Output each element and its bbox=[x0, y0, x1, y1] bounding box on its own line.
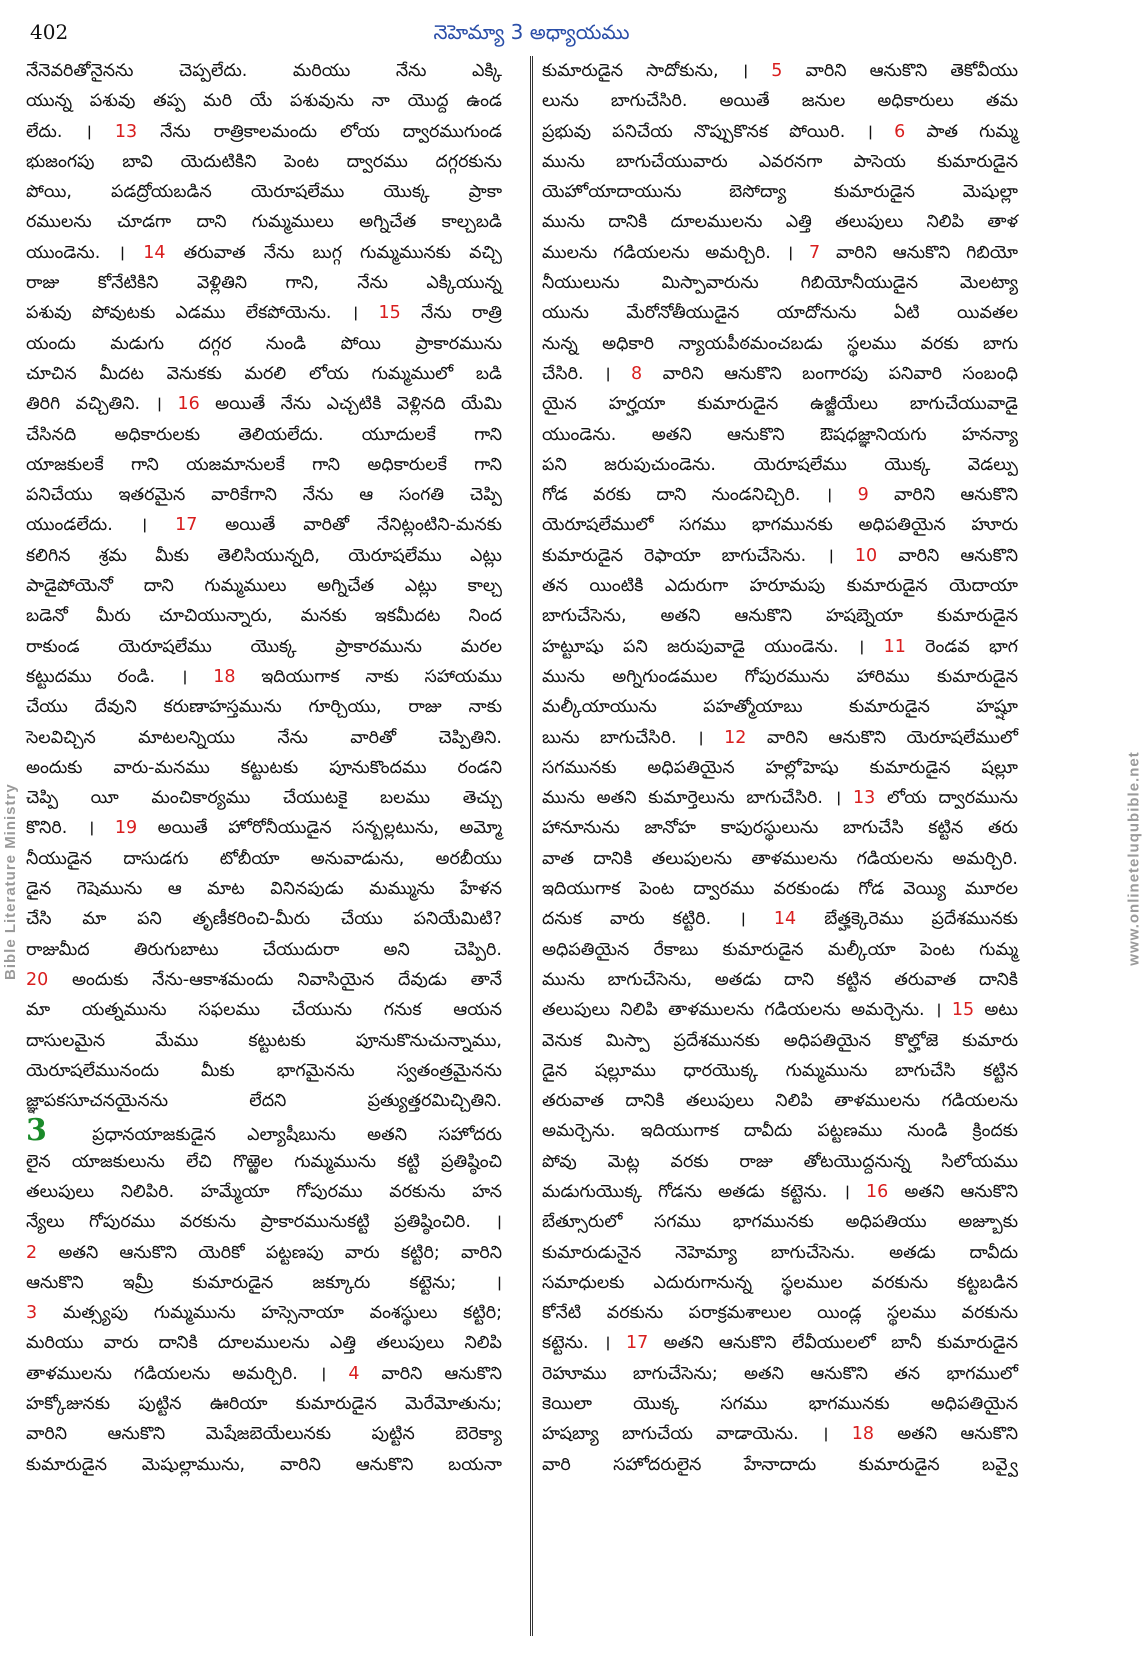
verse-number: 12 bbox=[724, 727, 747, 748]
text-line: యెరూషలేమునందు మీకు భాగమైనను స్వతంత్రమైనను bbox=[26, 1060, 502, 1081]
text-line: నీయులును మిస్పావారును గిబియోనీయుడైన మెలట్యా bbox=[542, 273, 1018, 294]
text-line: సమాధులకు ఎదురుగానున్న స్థలముల వరకును కట్టబడిన bbox=[542, 1272, 1018, 1293]
text-line: 3 మత్స్యపు గుమ్మమును హస్సెనాయా వంశస్థులు కట్టిరి; bbox=[26, 1303, 502, 1324]
text-line: సగమునకు అధిపతియైన హల్లోహెషు కుమారుడైన షల్లూ bbox=[542, 757, 1018, 778]
text-line: రెహూము బాగుచేసెను; అతని ఆనుకొని తన భాగములో bbox=[542, 1363, 1018, 1384]
page-number: 402 bbox=[30, 20, 69, 44]
text-line: దాసులమైన మేము కట్టుటకు పూనుకొనుచున్నాము, bbox=[26, 1030, 502, 1051]
text-line: బడెనో మీరు చూచియున్నారు, మనకు ఇకమీదట నింద bbox=[26, 606, 502, 627]
text-line: అందుకు వారు-మనము కట్టుటకు పూనుకొందము రండని bbox=[26, 757, 502, 778]
text-line: మును బాగుచేసెను, అతడు దాని కట్టిన తరువాత దానికి bbox=[542, 969, 1018, 990]
text-line: హానూనును జానోహ కాపురస్థులును బాగుచేసి కట్టిన తరు bbox=[542, 818, 1018, 839]
verse-number: 11 bbox=[883, 636, 906, 657]
verse-number: 7 bbox=[809, 242, 821, 263]
text-line: జ్ఞాపకసూచనయైనను లేదని ప్రత్యుత్తరమిచ్చితిని. bbox=[26, 1091, 502, 1112]
text-columns bbox=[26, 56, 1034, 1636]
verse-number: 16 bbox=[866, 1181, 889, 1202]
text-line: తిరిగి వచ్చితిని. । 16 అయితే నేను ఎచ్చటికి వెళ్లినది యేమి bbox=[26, 394, 502, 415]
text-line: కలిగిన శ్రమ మీకు తెలిసియున్నది, యెరూషలేము ఎట్లు bbox=[26, 545, 502, 566]
text-line: చేసిరి. । 8 వారిని ఆనుకొని బంగారపు పనివారి సంబంధి bbox=[542, 363, 1018, 384]
text-line: 2 అతని ఆనుకొని యెరికో పట్టణపు వారు కట్టిరి; వారిని bbox=[26, 1242, 502, 1263]
verse-number: 13 bbox=[114, 121, 138, 142]
text-line: హషబ్యా బాగుచేయ వాడాయెను. । 18 అతని ఆనుకొని bbox=[542, 1424, 1018, 1445]
verse-number: 19 bbox=[114, 818, 138, 839]
text-line: అమర్చెను. ఇదియుగాక దావీదు పట్టణము నుండి క్రిందకు bbox=[542, 1121, 1018, 1142]
verse-number: 15 bbox=[951, 1000, 975, 1021]
text-line: రాకుండ యెరూషలేము యొక్క ప్రాకారమును మరల bbox=[26, 636, 502, 657]
verse-number: 20 bbox=[26, 969, 49, 990]
text-line: యును మేరోనోతీయుడైన యాదోనును ఏటి యివతల bbox=[542, 303, 1018, 324]
text-line: డైన గెషెమును ఆ మాట వినినపుడు మమ్మును హేళన bbox=[26, 879, 502, 900]
verse-number: 4 bbox=[348, 1363, 360, 1384]
text-line: రములను చూడగా దాని గుమ్మములు అగ్నిచేత కాల్చబడి bbox=[26, 212, 502, 233]
text-line: యుండెను. । 14 తరువాత నేను బుగ్గ గుమ్మమునకు వచ్చి bbox=[26, 242, 502, 263]
text-line: బాగుచేసెను, అతని ఆనుకొని హషబ్నెయా కుమారుడైన bbox=[542, 606, 1018, 627]
text-line: కట్టెను. । 17 అతని ఆనుకొని లేవీయులలో బానీ కుమారుడైన bbox=[542, 1333, 1018, 1354]
text-line: వెనుక మిస్పా ప్రదేశమునకు అధిపతియైన కొల్హోజె కుమారు bbox=[542, 1030, 1018, 1051]
text-line: మడుగుయొక్క గోడను అతడు కట్టెను. । 16 అతని ఆనుకొని bbox=[542, 1181, 1018, 1202]
text-line: మా యత్నమును సఫలము చేయును గనుక ఆయన bbox=[26, 1000, 502, 1021]
text-line: యందు మడుగు దగ్గర నుండి పోయి ప్రాకారమును bbox=[26, 333, 502, 354]
text-line: చేసినది అధికారులకు తెలియలేదు. యూదులకే గాని bbox=[26, 424, 502, 445]
verse-number: 5 bbox=[771, 61, 783, 81]
text-line: భుజంగపు బావి యెదుటికిని పెంట ద్వారము దగ్గరకును bbox=[26, 151, 502, 172]
running-head: నెహెమ్యా 3 అధ్యాయము bbox=[433, 20, 630, 44]
text-line: వారిని ఆనుకొని మెషేజబెయేలునకు పుట్టిన బెరెక్యా bbox=[26, 1424, 502, 1445]
text-line: దనుక వారు కట్టిరి. । 14 బేత్హక్కెరెము ప్రదేశమునకు bbox=[542, 909, 1018, 930]
verse-number: 2 bbox=[26, 1242, 38, 1263]
verse-number: 16 bbox=[177, 394, 200, 415]
text-line: మును దానికి దూలములను ఎత్తి తలుపులు నిలిపి తాళ bbox=[542, 212, 1018, 233]
text-line: ఇదియుగాక పెంట ద్వారము వరకుండు గోడ వెయ్యి మూరల bbox=[542, 879, 1018, 900]
verse-number: 17 bbox=[175, 515, 198, 536]
text-line: ములను గడియలను అమర్చిరి. । 7 వారిని ఆనుకొని గిబియో bbox=[542, 242, 1018, 263]
text-line: తలుపులు నిలిపి తాళములను గడియలను అమర్చెను. । 15 అటు bbox=[542, 1000, 1018, 1021]
text-line: ప్రభువు పనిచేయ నొప్పుకొనక పోయిరి. । 6 పాత గుమ్మ bbox=[542, 121, 1018, 142]
text-line: తన యింటికి ఎదురుగా హరూమపు కుమారుడైన యెదాయా bbox=[542, 576, 1018, 597]
text-line: 20 అందుకు నేను-ఆకాశమందు నివాసియైన దేవుడు తానే bbox=[26, 969, 502, 990]
watermark-right-label: www.onlineteluqubible.net bbox=[1125, 751, 1142, 966]
text-line: మును అగ్నిగుండముల గోపురమును హారిము కుమారుడైన bbox=[542, 666, 1018, 687]
verse-number: 18 bbox=[213, 666, 236, 687]
text-line: తరువాత దానికి తలుపులు నిలిపి తాళములను గడియలను bbox=[542, 1091, 1018, 1112]
text-line: పశువు పోవుటకు ఎడము లేకపోయెను. । 15 నేను రాత్రి bbox=[26, 303, 502, 324]
text-line: చెప్పి యీ మంచికార్యము చేయుటకై బలము తెచ్చు bbox=[26, 788, 502, 809]
text-line: వారి సహోదరులైన హేనాదాదు కుమారుడైన బవ్వై bbox=[542, 1454, 1018, 1475]
right-column bbox=[542, 56, 1018, 1636]
text-line: కొనిరి. । 19 అయితే హోరోనీయుడైన సన్బల్లటును, అమ్మో bbox=[26, 818, 502, 839]
text-line: యెరూషలేములో సగము భాగమునకు అధిపతియైన హూరు bbox=[542, 515, 1018, 536]
text-line: పని జరుపుచుండెను. యెరూషలేము యొక్క వెడల్పు bbox=[542, 454, 1018, 475]
verse-number: 9 bbox=[857, 485, 869, 506]
text-line: లేదు. । 13 నేను రాత్రికాలమందు లోయ ద్వారముగుండ bbox=[26, 121, 502, 142]
text-line: యెహోయాదాయును బెసోద్యా కుమారుడైన మెషుల్లా bbox=[542, 182, 1018, 203]
text-line: హట్టూషు పని జరుపువాడై యుండెను. । 11 రెండవ భాగ bbox=[542, 636, 1019, 657]
text-line: రాజుమీద తిరుగుబాటు చేయుదురా అని చెప్పిరి. bbox=[26, 939, 502, 960]
text-line: వాత దానికి తలుపులను తాళములను గడియలను అమర్చిరి. bbox=[542, 848, 1018, 869]
text-line: కుమారుడైన మెషుల్లామును, వారిని ఆనుకొని బయనా bbox=[26, 1454, 502, 1475]
text-line: కెయిలా యొక్క సగము భాగమునకు అధిపతియైన bbox=[542, 1394, 1018, 1415]
text-line: చూచిన మీదట వెనుకకు మరలి లోయ గుమ్మములో బడి bbox=[26, 363, 502, 384]
verse-number: 13 bbox=[852, 788, 876, 809]
verse-number: 6 bbox=[894, 121, 906, 142]
text-line: అధిపతియైన రేకాబు కుమారుడైన మల్కీయా పెంట గుమ్మ bbox=[542, 939, 1018, 960]
text-line: కోనేటి వరకును పరాక్రమశాలుల యిండ్ల స్థలము వరకును bbox=[542, 1303, 1018, 1324]
text-line: డైన షల్లూము ధారయొక్క గుమ్మమును బాగుచేసి కట్టిన bbox=[542, 1060, 1018, 1081]
text-line: మును అతని కుమార్తెలును బాగుచేసిరి. । 13 లోయ ద్వారమును bbox=[542, 788, 1018, 809]
text-line: పనిచేయు ఇతరమైన వారికేగాని నేను ఆ సంగతి చెప్పి bbox=[26, 485, 502, 506]
verse-number: 10 bbox=[854, 545, 878, 566]
left-column bbox=[26, 56, 502, 1636]
text-line: మరియు వారు దానికి దూలములను ఎత్తి తలుపులు నిలిపి bbox=[26, 1333, 502, 1354]
text-line: మును బాగుచేయువారు ఎవరనగా పాసెయ కుమారుడైన bbox=[542, 151, 1018, 172]
text-line: చేయు దేవుని కరుణాహస్తమును గూర్చియు, రాజు నాకు bbox=[26, 697, 502, 718]
text-line: యుండలేదు. । 17 అయితే వారితో నేనిట్లంటిని-మనకు bbox=[26, 515, 502, 536]
verse-number: 3 bbox=[26, 1303, 38, 1324]
text-line: నేనెవరితోనైనను చెప్పలేదు. మరియు నేను ఎక్కి bbox=[26, 61, 502, 81]
verse-number: 17 bbox=[625, 1333, 649, 1354]
text-line: చేసి మా పని తృణీకరించి-మీరు చేయు పనియేమిటి? bbox=[26, 909, 502, 930]
text-line: గోడ వరకు దాని నుండనిచ్చిరి. । 9 వారిని ఆనుకొని bbox=[542, 485, 1018, 506]
text-line: కుమారుడైన సాదోకును, । 5 వారిని ఆనుకొని తెకోవీయు bbox=[542, 61, 1019, 81]
text-line: మల్కీయాయును పహత్మోయాబు కుమారుడైన హష్షూ bbox=[542, 697, 1018, 718]
verse-number: 14 bbox=[143, 242, 166, 263]
text-line: తాళములను గడియలను అమర్చిరి. । 4 వారిని ఆనుకొని bbox=[26, 1363, 502, 1384]
text-line: బును బాగుచేసిరి. । 12 వారిని ఆనుకొని యెరూషలేములో bbox=[542, 727, 1018, 748]
text-line: సెలవిచ్చిన మాటలన్నియు నేను వారితో చెప్పితిని. bbox=[26, 727, 502, 748]
text-line: యుండెను. అతని ఆనుకొని ఔషధజ్ఞానియగు హనన్యా bbox=[542, 424, 1018, 445]
column-divider bbox=[530, 56, 533, 1636]
text-line: తలుపులు నిలిపిరి. హమ్మేయా గోపురము వరకును హన bbox=[26, 1181, 502, 1202]
text-line: లును బాగుచేసిరి. అయితే జనుల అధికారులు తమ bbox=[542, 91, 1018, 112]
text-line: హక్కోజునకు పుట్టిన ఊరియా కుమారుడైన మెరేమోతును; bbox=[26, 1394, 502, 1415]
text-line: లైన యాజకులును లేచి గొఱ్ఱెల గుమ్మమును కట్టి ప్రతిష్ఠించి bbox=[26, 1151, 502, 1172]
verse-number: 8 bbox=[631, 363, 643, 384]
text-line: పోయి, పడద్రోయబడిన యెరూషలేము యొక్క ప్రాకా bbox=[26, 182, 502, 203]
text-line: రాజు కోనేటికిని వెళ్లితిని గాని, నేను ఎక్కియున్న bbox=[26, 273, 502, 294]
chapter-number: 3 bbox=[26, 1113, 47, 1149]
text-line: యాజకులకే గాని యజమానులకే గాని అధికారులకే గాని bbox=[26, 454, 502, 475]
text-line: న్యేలు గోపురము వరకును ప్రాకారమునుకట్టి ప్రతిష్ఠించిరి. । bbox=[26, 1212, 502, 1233]
text-line: 3 ప్రధానయాజకుడైన ఎల్యాషీబును అతని సహోదరు bbox=[26, 1113, 502, 1149]
watermark-left-label: Bible Literature Ministry bbox=[2, 783, 19, 980]
text-line: కట్టుదము రండి. । 18 ఇదియుగాక నాకు సహాయము bbox=[26, 666, 502, 687]
text-line: పోవు మెట్ల వరకు రాజు తోటయొద్దనున్న సిలోయము bbox=[542, 1151, 1018, 1172]
text-line: నున్న అధికారి న్యాయపీఠమంచబడు స్థలము వరకు బాగు bbox=[542, 333, 1018, 354]
text-line: యున్న పశువు తప్ప మరి యే పశువును నా యొద్ద ఉండ bbox=[26, 91, 502, 112]
text-line: బేత్సూరులో సగము భాగమునకు అధిపతియు అజ్బూకు bbox=[542, 1212, 1018, 1233]
text-line: ఆనుకొని ఇమ్రీ కుమారుడైన జక్కూరు కట్టెను; । bbox=[26, 1272, 502, 1293]
text-line: కుమారుడునైన నెహెమ్యా బాగుచేసెను. అతడు దావీదు bbox=[542, 1242, 1018, 1263]
verse-number: 18 bbox=[851, 1424, 874, 1445]
text-line: పాడైపోయెనో దాని గుమ్మములు అగ్నిచేత ఎట్లు కాల్చ bbox=[26, 576, 502, 597]
verse-number: 15 bbox=[378, 303, 401, 324]
verse-number: 14 bbox=[773, 909, 797, 930]
text-line: కుమారుడైన రెఫాయా బాగుచేసెను. । 10 వారిని ఆనుకొని bbox=[542, 545, 1018, 566]
text-line: యైన హర్హయా కుమారుడైన ఉజ్జీయేలు బాగుచేయువాడై bbox=[542, 394, 1018, 415]
text-line: నీయుడైన దాసుడగు టోబీయా అనువాడును, అరబీయు bbox=[26, 848, 502, 869]
